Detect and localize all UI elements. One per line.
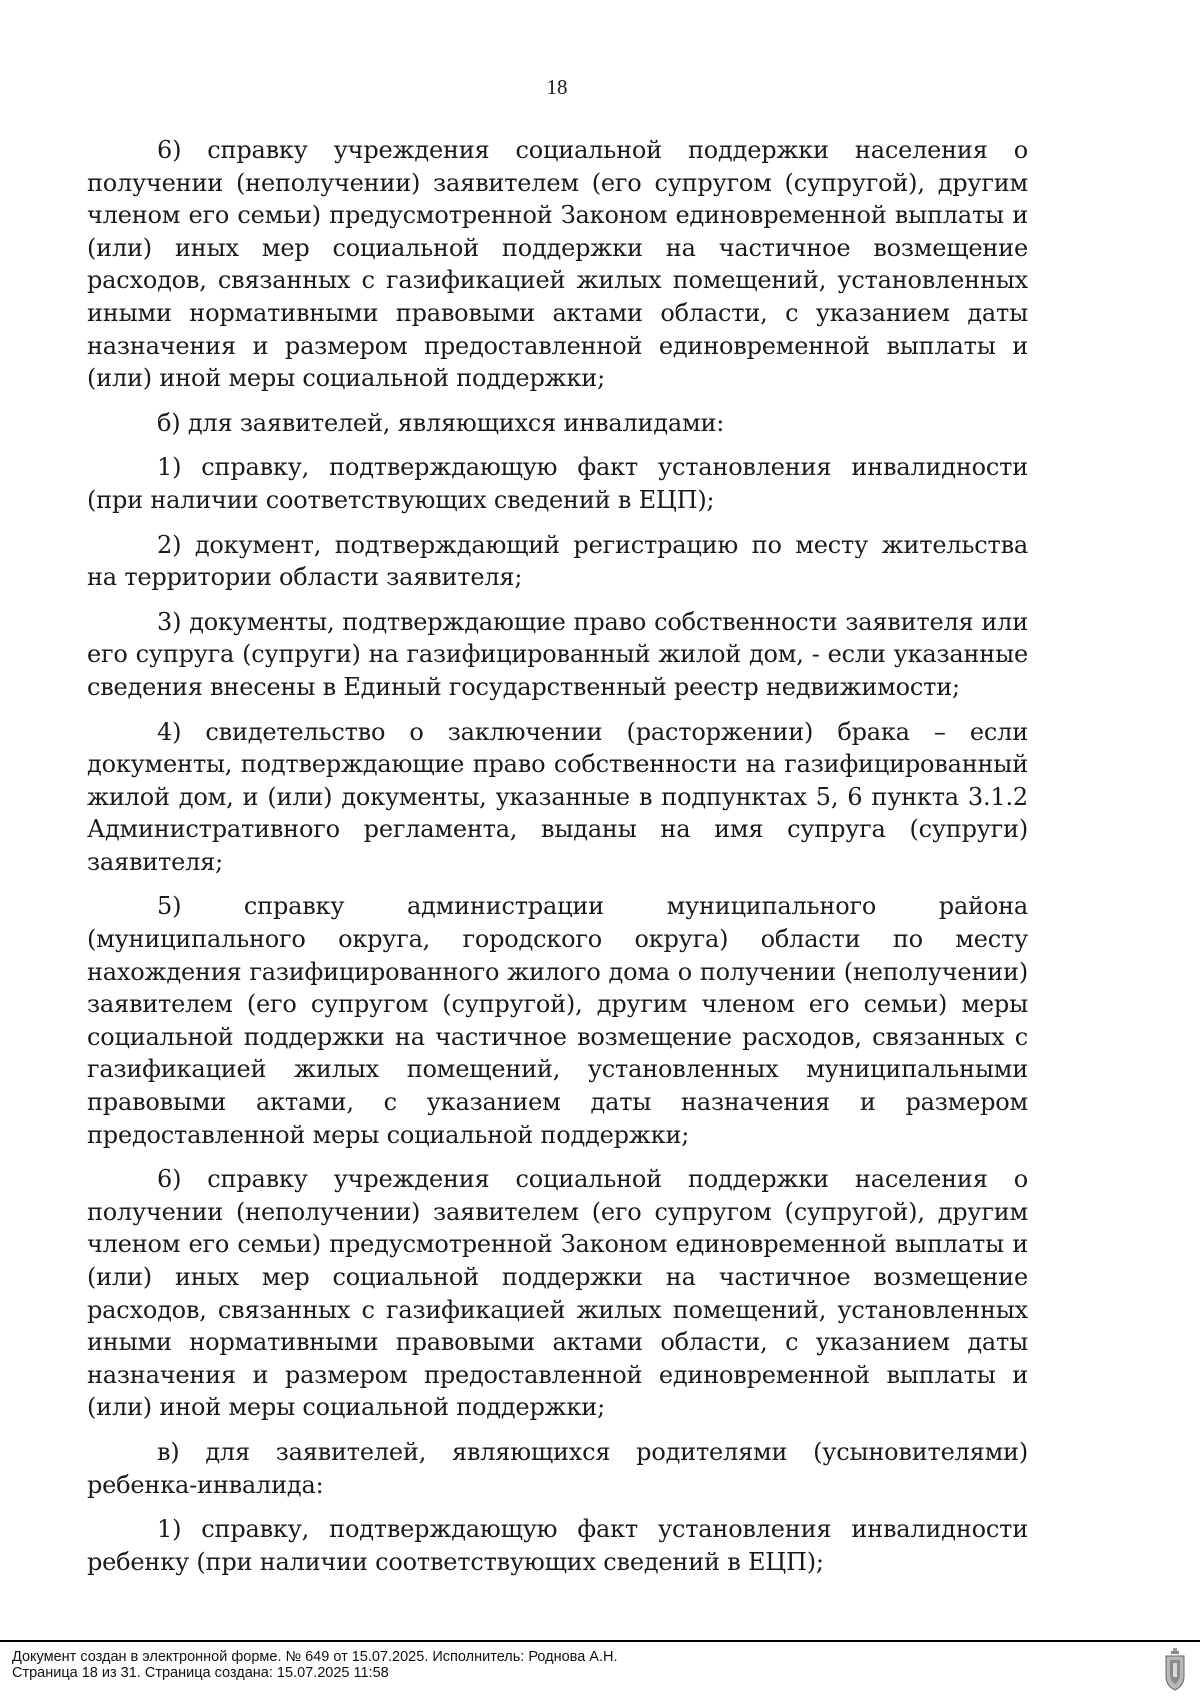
footer-divider [0,1640,1200,1642]
paragraph-item-6-repeat: 6) справку учреждения социальной поддержки населения о получении (неполучении) заявителем (его супругом (супругой), другим членом его семьи) предусмотренной Законом единовременной выплаты и (или) иных мер социальной поддержки на частичное возмещение расходов, связанных с газификацией жилых помещений, установленных иными нормативными правовыми актами области, с указанием даты назначения и размером предоставленной единовременной выплаты и (или) иной меры социальной поддержки; [87,1165,1028,1422]
paragraph-item-1-child: 1) справку, подтверждающую факт установления инвалидности ребенку (при наличии соответствующих сведений в ЕЦП); [87,1515,1028,1576]
paragraph-item-5: 5) справку администрации муниципального района (муниципального округа, городского округа) области по месту нахождения газифицированного жилого дома о получении (неполучении) заявителем (его супругом (супругой), другим членом его семьи) меры социальной поддержки на частичное возмещение расходов, связанных с газификацией жилых помещений, установленных муниципальными правовыми актами, с указанием даты назначения и размером предоставленной меры социальной поддержки; [87,892,1028,1149]
footer-page-info: Страница 18 из 31. Страница создана: 15.07.2025 11:58 [12,1665,389,1681]
paragraph-item-4: 4) свидетельство о заключении (расторжении) брака – если документы, подтверждающие право собственности на газифицированный жилой дом, и (или) документы, указанные в подпунктах 5, 6 пункта 3.1.2 Административного регламента, выданы на имя супруга (супруги) заявителя; [87,717,1028,876]
paragraph-item-3: 3) документы, подтверждающие право собственности заявителя или его супруга (супруги) на газифицированный жилой дом, - если указанные сведения внесены в Единый государственный реестр недвижимости; [87,607,1028,701]
paragraph-section-b: б) для заявителей, являющихся инвалидами: [157,408,725,437]
paragraph-item-1: 1) справку, подтверждающую факт установления инвалидности (при наличии соответствующих сведений в ЕЦП); [87,453,1028,514]
paragraph-item-2: 2) документ, подтверждающий регистрацию по месту жительства на территории области заявителя; [87,530,1028,592]
page-number: 18 [546,75,568,99]
coat-of-arms-icon [1164,1646,1186,1692]
paragraph-item-6: 6) справку учреждения социальной поддержки населения о получении (неполучении) заявителем (его супругом (супругой), другим членом его семьи) предусмотренной Законом единовременной выплаты и (или) иных мер социальной поддержки на частичное возмещение расходов, связанных с газификацией жилых помещений, установленных иными нормативными правовыми актами области, с указанием даты назначения и размером предоставленной единовременной выплаты и (или) иной меры социальной поддержки; [87,136,1028,393]
paragraph-section-v: в) для заявителей, являющихся родителями (усыновителями) ребенка-инвалида: [87,1437,1028,1499]
document-body [87,134,1028,1590]
document-footer [0,1640,1200,1698]
footer-document-info: Документ создан в электронной форме. № 649 от 15.07.2025. Исполнитель: Роднова А.Н. [12,1649,618,1665]
